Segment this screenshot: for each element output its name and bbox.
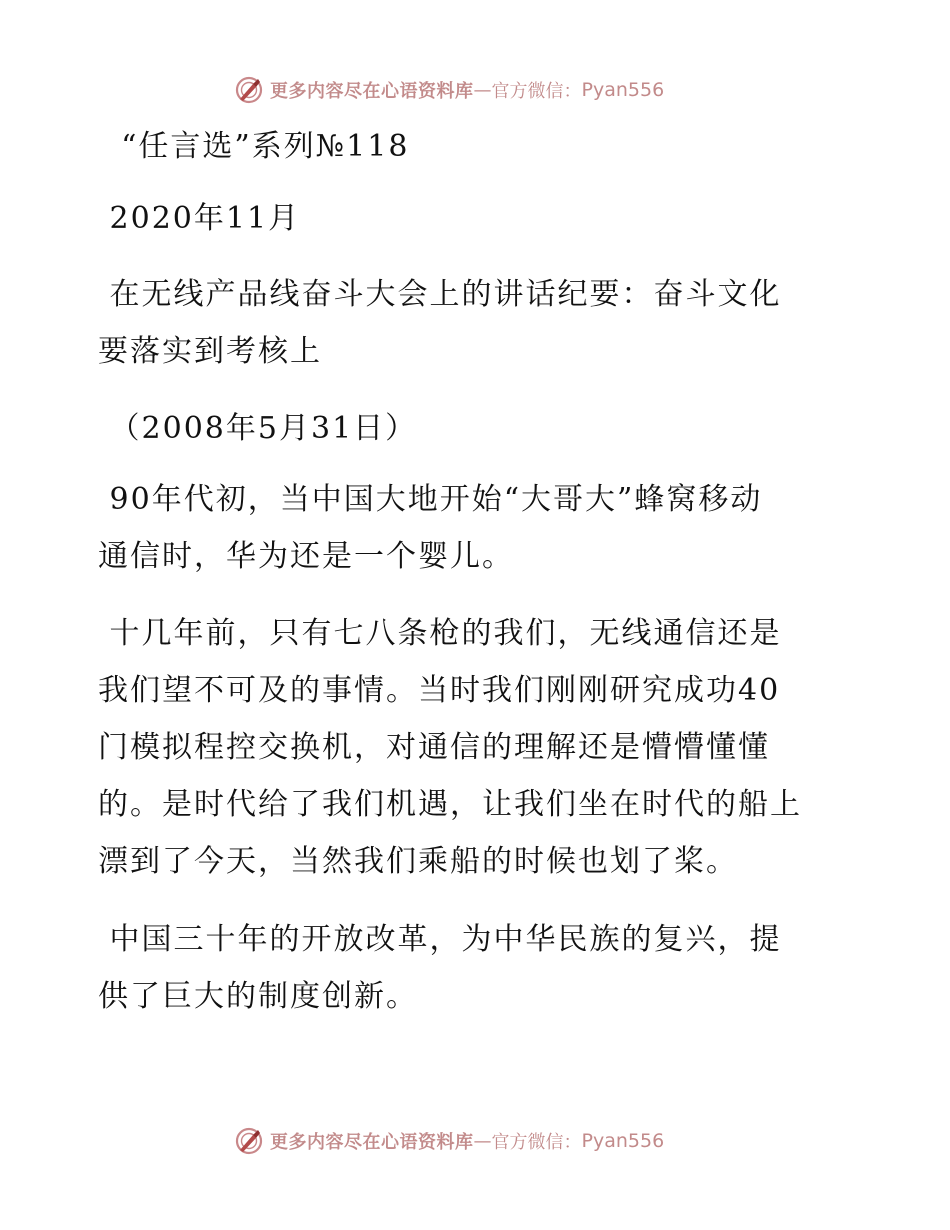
watermark-official-label: 官方微信： <box>491 81 582 102</box>
header-watermark <box>234 73 664 107</box>
speech-title: 在无线产品线奋斗大会上的讲话纪要：奋斗文化 要落实到考核上 <box>98 277 782 369</box>
body-paragraph: 中国三十年的开放改革，为中华民族的复兴，提 供了巨大的制度创新。 <box>98 922 782 1014</box>
pen-logo-icon <box>234 75 264 105</box>
watermark-wechat-id: Pyan556 <box>581 1130 665 1152</box>
watermark-dash: — <box>473 79 492 101</box>
watermark-dash: — <box>473 1130 492 1152</box>
speech-date: （2008年5月31日） <box>98 411 418 446</box>
watermark-main-text: 更多内容尽在心语资料库 <box>270 81 474 102</box>
series-label: “任言选”系列№118 <box>98 129 410 164</box>
body-paragraph: 90年代初，当中国大地开始“大哥大”蜂窝移动 通信时，华为还是一个婴儿。 <box>98 482 763 574</box>
publication-date: 2020年11月 <box>98 201 301 236</box>
pen-logo-icon <box>234 1126 264 1156</box>
body-paragraph: 十几年前，只有七八条枪的我们，无线通信还是 我们望不可及的事情。当时我们刚刚研究成功40 门模拟程控交换机，对通信的理解还是懵懵懂懂 的。是时代给了我们机遇，让我们坐在时代的船上 漂到了今天，当然我们乘船的时候也划了桨。 <box>98 616 802 879</box>
footer-watermark <box>234 1124 664 1158</box>
watermark-wechat-id: Pyan556 <box>581 79 665 101</box>
watermark-official-label: 官方微信： <box>491 1132 582 1153</box>
watermark-main-text: 更多内容尽在心语资料库 <box>270 1132 474 1153</box>
